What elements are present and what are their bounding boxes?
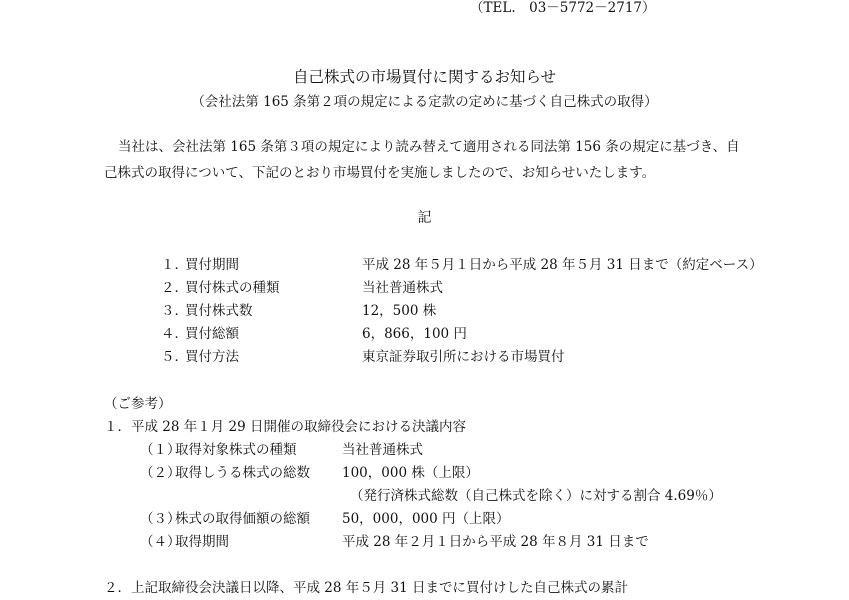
sub-item-number: （１） xyxy=(140,442,181,458)
reference-section-2-heading: ２．上記取締役会決議日以降、平成 28 年５月 31 日までに買付けした自己株式の累計 xyxy=(104,580,629,596)
item-number: １． xyxy=(161,257,188,273)
body-text-line-2: 己株式の取得について、下記のとおり市場買付を実施しましたので、お知らせいたします。 xyxy=(104,165,656,181)
sub-item-number: （３） xyxy=(140,511,181,527)
reference-heading: （ご参考） xyxy=(104,396,172,412)
item-value-purchase-method: 東京証券取引所における市場買付 xyxy=(362,349,565,365)
item-number: ２． xyxy=(161,280,188,296)
sub-item-label-max-shares: 取得しうる株式の総数 xyxy=(175,465,310,481)
sub-item-value-max-shares: 100，000 株（上限） xyxy=(342,465,479,481)
item-label-purchase-period: 買付期間 xyxy=(185,257,239,273)
document-subtitle: （会社法第 165 条第２項の規定による定款の定めに基づく自己株式の取得） xyxy=(191,94,658,110)
sub-item-value-share-type: 当社普通株式 xyxy=(342,442,423,458)
sub-item-value-acquisition-period: 平成 28 年２月１日から平成 28 年８月 31 日まで xyxy=(342,534,649,550)
item-label-share-count: 買付株式数 xyxy=(185,303,253,319)
item-value-share-type: 当社普通株式 xyxy=(362,280,443,296)
item-value-purchase-period: 平成 28 年５月１日から平成 28 年５月 31 日まで（約定ベース） xyxy=(362,257,763,273)
sub-item-label-max-amount: 株式の取得価額の総額 xyxy=(175,511,310,527)
sub-item-label-share-type: 取得対象株式の種類 xyxy=(175,442,297,458)
item-label-purchase-method: 買付方法 xyxy=(185,349,239,365)
item-number: ４． xyxy=(161,326,188,342)
ki-heading: 記 xyxy=(417,210,432,226)
sub-item-number: （２） xyxy=(140,465,181,481)
sub-item-value-share-ratio: （発行済株式総数（自己株式を除く）に対する割合 4.69％） xyxy=(350,488,722,504)
item-value-total-amount: 6，866，100 円 xyxy=(362,326,467,342)
document-title: 自己株式の市場買付に関するお知らせ xyxy=(292,68,557,86)
item-value-share-count: 12，500 株 xyxy=(362,303,437,319)
sub-item-value-max-amount: 50，000，000 円（上限） xyxy=(342,511,510,527)
reference-section-1-heading: １．平成 28 年１月 29 日開催の取締役会における決議内容 xyxy=(104,419,467,435)
item-number: ３． xyxy=(161,303,188,319)
body-text-line-1: 当社は、会社法第 165 条第３項の規定により読み替えて適用される同法第 156 条の規定に基づき、自 xyxy=(118,139,740,155)
sub-item-number: （４） xyxy=(140,534,181,550)
contact-telephone: （TEL. 03－5772－2717） xyxy=(470,0,656,16)
sub-item-label-acquisition-period: 取得期間 xyxy=(175,534,229,550)
item-label-share-type: 買付株式の種類 xyxy=(185,280,280,296)
item-label-total-amount: 買付総額 xyxy=(185,326,239,342)
item-number: ５． xyxy=(161,349,188,365)
